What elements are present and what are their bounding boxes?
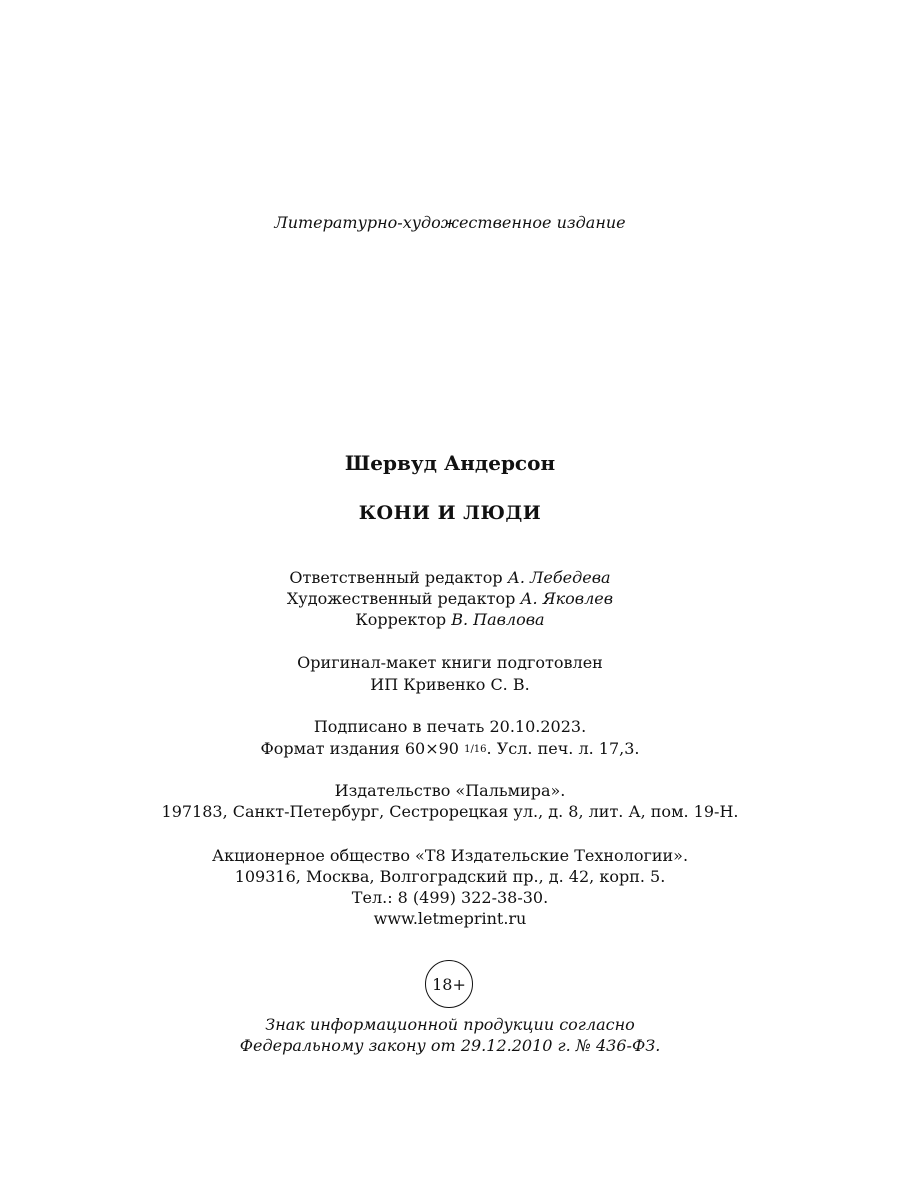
proofreader-line — [0, 609, 900, 630]
art-editor-line — [0, 588, 900, 609]
responsible-editor-label: Ответственный редактор — [289, 568, 503, 587]
rating-note-line1: Знак информационной продукции согласно — [265, 1015, 635, 1034]
printer-website[interactable]: www.letmeprint.ru — [373, 909, 527, 928]
layout-credit-line2: ИП Кривенко С. В. — [370, 675, 530, 694]
proofreader-name: В. Павлова — [451, 610, 545, 629]
age-rating-text: 18+ — [432, 974, 466, 994]
art-editor-name: А. Яковлев — [520, 589, 614, 608]
printer-address: 109316, Москва, Волгоградский пр., д. 42, корп. 5. — [234, 867, 666, 886]
publisher-name: Издательство «Пальмира». — [334, 781, 566, 800]
art-editor-label: Художественный редактор — [286, 589, 516, 608]
responsible-editor-line — [0, 567, 900, 588]
book-title: КОНИ И ЛЮДИ — [358, 502, 542, 524]
print-format-line — [0, 738, 900, 760]
print-format-fraction: 1/16 — [464, 744, 487, 755]
age-rating-badge — [425, 960, 473, 1008]
rating-note-line2: Федеральному закону от 29.12.2010 г. № 436-ФЗ. — [239, 1036, 661, 1055]
series-label: Литературно-художественное издание — [274, 213, 626, 232]
print-signed: Подписано в печать 20.10.2023. — [313, 717, 587, 736]
printer-phone: Тел.: 8 (499) 322-38-30. — [351, 888, 549, 907]
print-format-suffix: . Усл. печ. л. 17,3. — [486, 739, 640, 758]
layout-credit-line1: Оригинал-макет книги подготовлен — [297, 653, 603, 672]
responsible-editor-name: А. Лебедева — [507, 568, 611, 587]
print-format-prefix: Формат издания 60×90 — [260, 739, 459, 758]
author-name: Шервуд Андерсон — [344, 451, 556, 475]
proofreader-label: Корректор — [355, 610, 447, 629]
publisher-address: 197183, Санкт-Петербург, Сестрорецкая ул., д. 8, лит. А, пом. 19-Н. — [161, 802, 739, 821]
printer-name: Акционерное общество «Т8 Издательские Технологии». — [211, 846, 689, 865]
